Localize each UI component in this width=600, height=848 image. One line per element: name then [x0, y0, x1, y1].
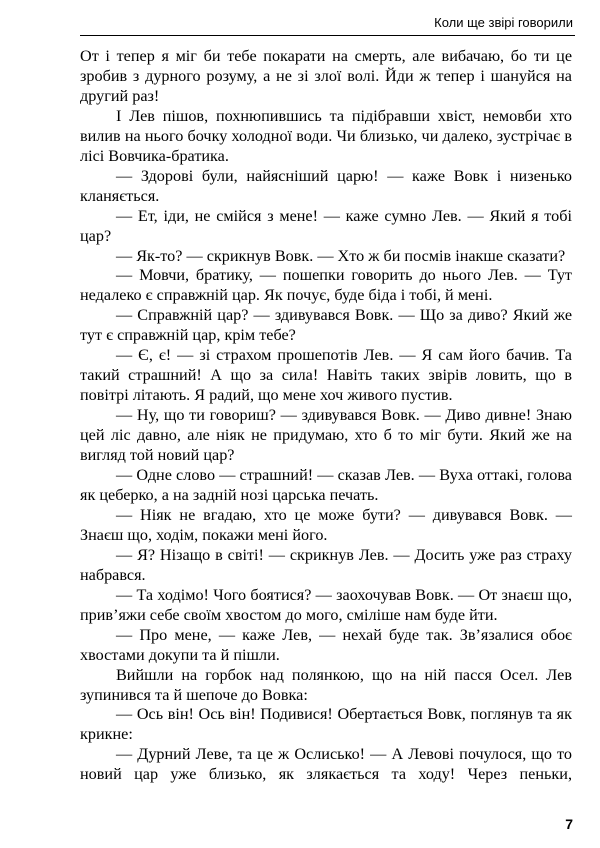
paragraph: — Ніяк не вгадаю, хто це може бути? — дивувався Вовк. — Знаєш що, ходім, покажи мені його. [80, 505, 572, 544]
paragraph: І Лев пішов, похнюпившись та підібравши хвіст, немовби хто вилив на нього бочку холодної води. Чи близько, чи далеко, зустрічає в лісі Вовчика-братика. [80, 106, 572, 165]
paragraph: — Я? Нізащо в світі! — скрикнув Лев. — Досить уже раз страху набрався. [80, 545, 572, 584]
page-number: 7 [565, 816, 573, 832]
story-text [80, 47, 572, 785]
paragraph: — Мовчи, братику, — пошепки говорить до нього Лев. — Тут недалеко є справжній цар. Як почує, буде біда і тобі, й мені. [80, 266, 572, 305]
paragraph: — Та ходімо! Чого боятися? — заохочував Вовк. — От знаєш що, прив’яжи себе своїм хвостом до мого, сміліше нам буде йти. [80, 585, 572, 624]
paragraph: — Про мене, — каже Лев, — нехай буде так. Зв’язалися обоє хвостами докупи та й пішли. [80, 625, 572, 664]
paragraph: — Ось він! Ось він! Подивися! Обертається Вовк, поглянув та як крикне: [80, 705, 572, 744]
paragraph: — Дурний Леве, та це ж Ослисько! — А Левові почулося, що то новий цар уже близько, як злякається та ходу! Через пеньки, [80, 745, 572, 784]
paragraph: — Здорові були, найясніший царю! — каже Вовк і низенько кланяється. [80, 166, 572, 205]
paragraph: — Ну, що ти говориш? — здивувався Вовк. — Диво дивне! Знаю цей ліс давно, але ніяк не придумаю, хто б то міг бути. Який же на вигляд той новий цар? [80, 406, 572, 465]
paragraph: — Справжній цар? — здивувався Вовк. — Що за диво? Який же тут є справжній цар, крім тебе? [80, 306, 572, 345]
running-header [80, 13, 575, 36]
paragraph: — Є, є! — зі страхом прошепотів Лев. — Я сам його бачив. Та такий страшний! А що за сила! Навіть таких звірів ловить, що в повітрі літають. Я радий, що мене хоч живого пустив. [80, 346, 572, 405]
paragraph: Вийшли на горбок над полянкою, що на ній пасся Осел. Лев зупинився та й шепоче до Вовка: [80, 665, 572, 704]
paragraph: — Як-то? — скрикнув Вовк. — Хто ж би посмів інакше сказати? [116, 246, 566, 265]
paragraph: — Ет, іди, не смійся з мене! — каже сумно Лев. — Який я тобі цар? [80, 206, 572, 245]
running-title: Коли ще звірі говорили [434, 15, 573, 30]
paragraph: — Одне слово — страшний! — сказав Лев. — Вуха оттакі, голова як цеберко, а на задній нозі царська печать. [80, 466, 572, 504]
paragraph: От і тепер я міг би тебе покарати на смерть, але вибачаю, бо ти це зробив з дурного розуму, а не зі злої волі. Йди ж тепер і шануйся на другий раз! [80, 47, 572, 105]
